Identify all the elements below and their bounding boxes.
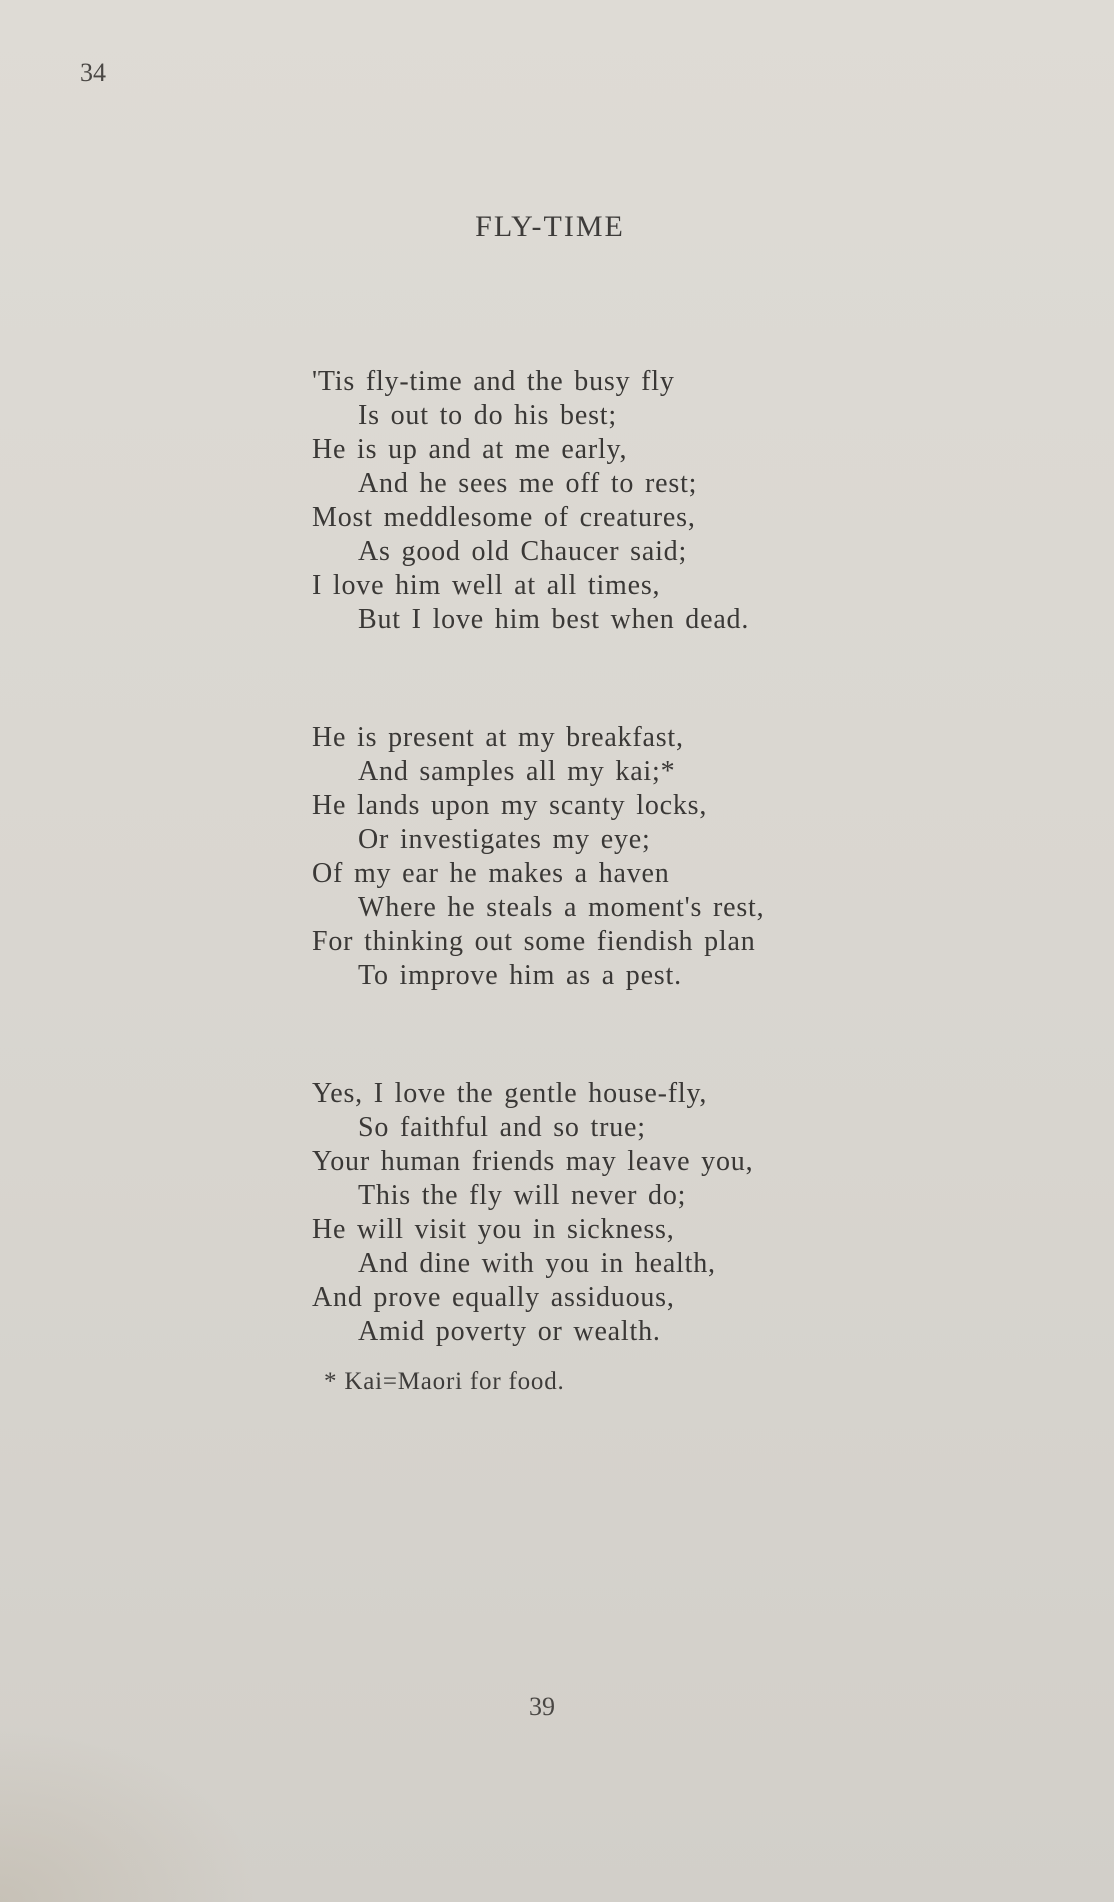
poem-line: And prove equally assiduous, (312, 1282, 675, 1313)
poem-line: Is out to do his best; (358, 400, 617, 431)
stanza-3 (312, 1077, 1032, 1349)
poem-line: And samples all my kai;* (358, 756, 676, 787)
poem-line: Or investigates my eye; (358, 824, 651, 855)
poem-line: Where he steals a moment's rest, (358, 892, 765, 923)
poem-body (312, 365, 1032, 1433)
poem-line: So faithful and so true; (358, 1112, 646, 1143)
poem-line: Of my ear he makes a haven (312, 858, 670, 889)
poem-line: Your human friends may leave you, (312, 1146, 754, 1177)
poem-line: 'Tis fly-time and the busy fly (312, 366, 675, 397)
running-page-number: 34 (80, 58, 106, 87)
footnote: * Kai=Maori for food. (324, 1368, 565, 1395)
stanza-2 (312, 721, 1032, 993)
stanza-1 (312, 365, 1032, 637)
poem-line: And he sees me off to rest; (358, 468, 698, 499)
poem-line: He lands upon my scanty locks, (312, 790, 708, 821)
poem-title: FLY-TIME (475, 210, 625, 243)
poem-line: As good old Chaucer said; (358, 536, 688, 567)
page-number: 39 (529, 1692, 555, 1721)
poem-line: I love him well at all times, (312, 570, 661, 601)
poem-line: He is up and at me early, (312, 434, 628, 465)
poem-line: And dine with you in health, (358, 1248, 716, 1279)
poem-line: Most meddlesome of creatures, (312, 502, 696, 533)
poem-line: Amid poverty or wealth. (358, 1316, 661, 1347)
poem-line: This the fly will never do; (358, 1180, 687, 1211)
poem-line: He is present at my breakfast, (312, 722, 684, 753)
poem-line: But I love him best when dead. (358, 604, 750, 635)
poem-line: He will visit you in sickness, (312, 1214, 675, 1245)
poem-line: Yes, I love the gentle house-fly, (312, 1078, 708, 1109)
poem-line: For thinking out some fiendish plan (312, 926, 756, 957)
page-corner-shade (0, 1722, 260, 1902)
poem-line: To improve him as a pest. (358, 960, 682, 991)
